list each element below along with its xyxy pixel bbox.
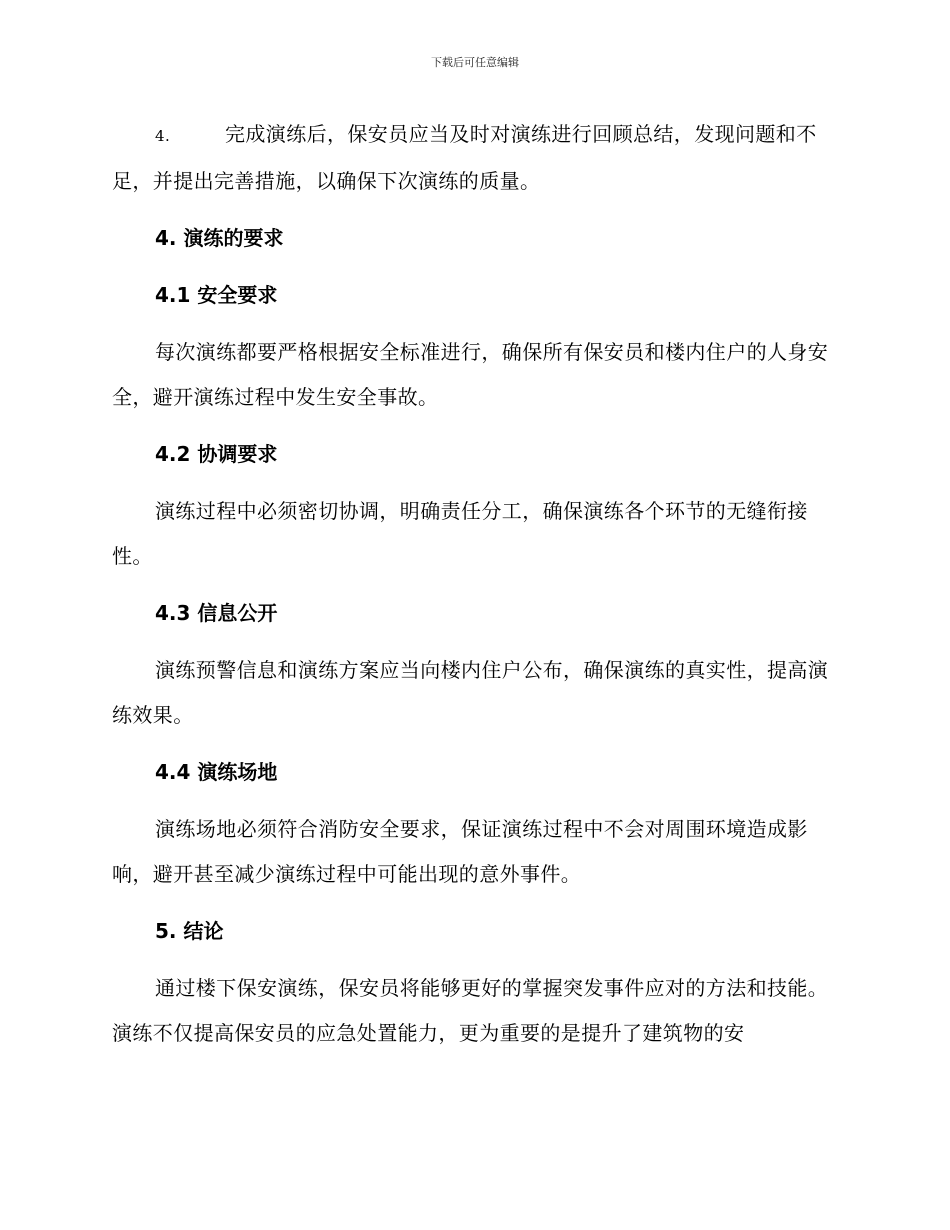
paragraph-conclusion: 通过楼下保安演练，保安员将能够更好的掌握突发事件应对的方法和技能。演练不仅提高保安员的应急处置能力，更为重要的是提升了建筑物的安 [112,976,829,1045]
section-heading-4: 4. 演练的要求 [155,226,284,250]
paragraph-coordination-requirements: 演练过程中必须密切协调，明确责任分工，确保演练各个环节的无缝衔接性。 [112,499,808,568]
section-heading-5: 5. 结论 [155,919,224,943]
list-item-number: 4. [155,127,171,145]
document-body [112,112,834,1068]
page-header-note: 下载后可任意编辑 [431,56,519,69]
list-item-text: 完成演练后，保安员应当及时对演练进行回顾总结，发现问题和不足，并提出完善措施，以确保下次演练的质量。 [112,122,817,193]
list-item-4 [112,112,834,204]
paragraph-safety-requirements: 每次演练都要严格根据安全标准进行，确保所有保安员和楼内住户的人身安全，避开演练过程中发生安全事故。 [112,340,829,409]
subsection-heading-4-2: 4.2 协调要求 [155,442,278,466]
subsection-heading-4-4: 4.4 演练场地 [155,760,278,784]
paragraph-information-disclosure: 演练预警信息和演练方案应当向楼内住户公布，确保演练的真实性，提高演练效果。 [112,658,829,727]
subsection-heading-4-3: 4.3 信息公开 [155,601,278,625]
paragraph-drill-site: 演练场地必须符合消防安全要求，保证演练过程中不会对周围环境造成影响，避开甚至减少演练过程中可能出现的意外事件。 [112,817,808,886]
subsection-heading-4-1: 4.1 安全要求 [155,283,278,307]
